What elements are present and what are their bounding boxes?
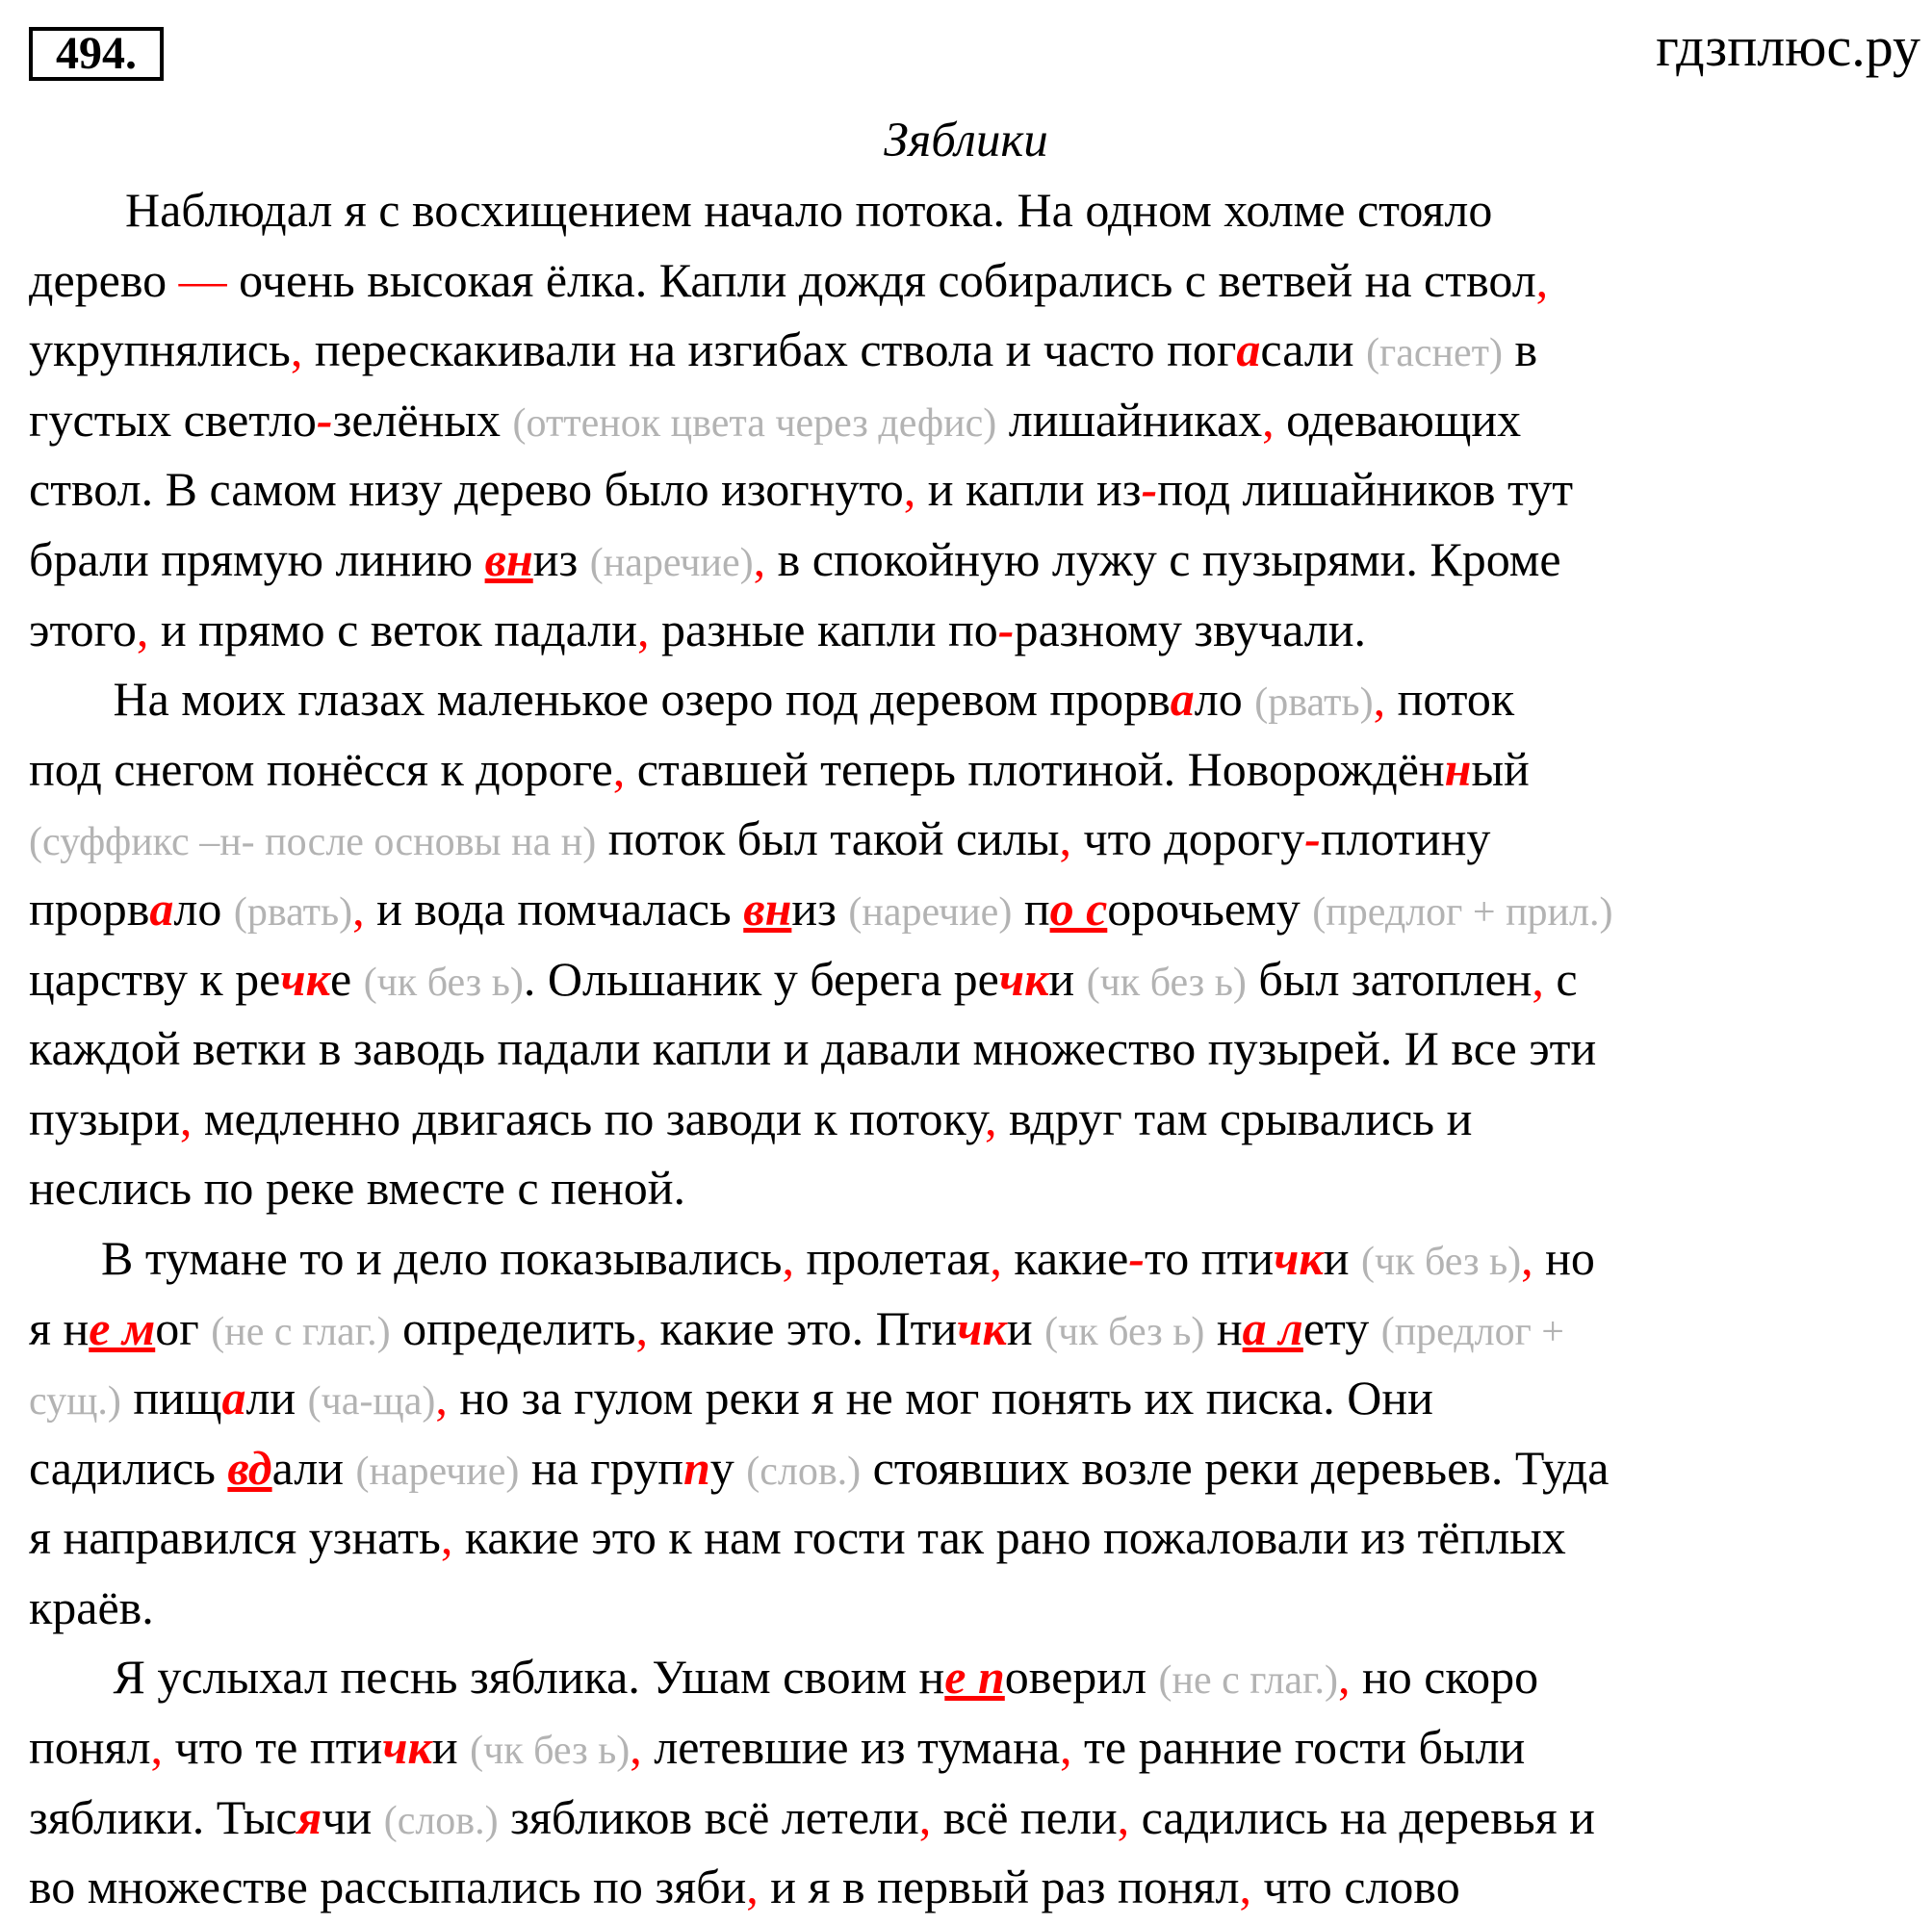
text-line: [29, 245, 1916, 316]
spelling-highlight: -: [1128, 1230, 1146, 1285]
text-fragment: густых светло: [29, 392, 317, 447]
text-line: [29, 1573, 1916, 1643]
text-fragment: п: [1012, 881, 1050, 936]
punctuation-mark: ,: [990, 1230, 1002, 1285]
punctuation-mark: ,: [637, 602, 650, 656]
punctuation-mark: —: [178, 252, 227, 307]
text-line: [29, 944, 1916, 1014]
text-fragment: На моих глазах маленькое озеро под деревом прорв: [29, 672, 1171, 727]
text-fragment: поток был такой силы: [596, 811, 1060, 866]
text-fragment: на груп: [519, 1440, 683, 1495]
text-fragment: зяблики. Тыс: [29, 1789, 297, 1844]
text-fragment: поток: [1385, 672, 1515, 727]
text-fragment: что слово: [1250, 1860, 1460, 1914]
text-fragment: ли: [245, 1371, 308, 1425]
spelling-highlight-underlined: вд: [227, 1440, 272, 1495]
text-fragment: понял: [29, 1720, 151, 1775]
punctuation-mark: ,: [746, 1860, 759, 1914]
spelling-highlight: чк: [998, 951, 1049, 1006]
rule-hint: (предлог + прил.): [1312, 889, 1613, 935]
text-fragment: садились: [29, 1440, 228, 1495]
punctuation-mark: ,: [903, 462, 916, 517]
text-fragment: всё пели: [931, 1789, 1118, 1844]
punctuation-mark: ,: [1532, 951, 1544, 1006]
rule-hint: (чк без ь): [1044, 1309, 1205, 1354]
rule-hint: (ча-ща): [307, 1379, 436, 1424]
text-fragment: вдруг там срывались и: [996, 1091, 1473, 1145]
text-fragment: что те пти: [162, 1720, 383, 1775]
text-line: [29, 734, 1916, 805]
punctuation-mark: ,: [1521, 1230, 1533, 1285]
text-line: [29, 454, 1916, 525]
rule-hint: (предлог +: [1380, 1309, 1564, 1354]
spelling-highlight: а: [1170, 672, 1195, 727]
spelling-highlight: чк: [382, 1720, 432, 1775]
text-fragment: определить: [390, 1300, 636, 1355]
text-line: [29, 1014, 1916, 1084]
rule-hint: (наречие): [589, 540, 754, 585]
text-fragment: пузыри: [29, 1091, 180, 1145]
text-fragment: али: [271, 1440, 356, 1495]
rule-hint: (оттенок цвета через дефис): [512, 400, 997, 446]
text-fragment: стоявших возле реки деревьев. Туда: [861, 1440, 1610, 1495]
text-fragment: дерево: [29, 252, 179, 307]
rule-hint: (не с глаг.): [1158, 1658, 1338, 1704]
text-fragment: и: [1006, 1300, 1045, 1355]
spelling-highlight-underlined: е п: [944, 1650, 1005, 1705]
punctuation-mark: ,: [1060, 1720, 1072, 1775]
text-fragment: я направился узнать: [29, 1510, 441, 1565]
punctuation-mark: ,: [612, 741, 626, 796]
text-fragment: но: [1533, 1230, 1595, 1285]
text-fragment: ствол. В самом низу дерево было изогнуто: [29, 462, 904, 517]
text-fragment: . Ольшаник у берега ре: [523, 951, 999, 1006]
text-fragment: орочьему: [1107, 881, 1313, 936]
exercise-text: [29, 175, 1916, 1922]
rule-hint: (слов.): [383, 1798, 499, 1843]
punctuation-mark: ,: [179, 1091, 193, 1145]
text-fragment: у: [709, 1440, 747, 1495]
text-line: [29, 525, 1916, 595]
rule-hint: (наречие): [355, 1449, 520, 1494]
text-fragment: садились на деревья и: [1129, 1789, 1595, 1844]
punctuation-mark: ,: [435, 1371, 448, 1425]
text-fragment: Я услыхал песнь зяблика. Ушам своим н: [29, 1650, 945, 1705]
text-fragment: я н: [29, 1300, 90, 1355]
text-line: [29, 595, 1916, 665]
text-fragment: лишайниках: [996, 392, 1263, 447]
text-line: [29, 1363, 1916, 1433]
spelling-highlight-underlined: е м: [89, 1300, 156, 1355]
text-line: [29, 1153, 1916, 1223]
text-fragment: ету: [1302, 1300, 1381, 1355]
text-fragment: е: [329, 951, 364, 1006]
text-fragment: и: [1323, 1230, 1361, 1285]
text-line: [29, 1433, 1916, 1503]
punctuation-mark: ,: [136, 602, 149, 656]
spelling-highlight: -: [1304, 811, 1321, 866]
punctuation-mark: ,: [753, 531, 766, 586]
rule-hint: (суффикс –н- после основы на н): [29, 820, 597, 865]
rule-hint: (наречие): [848, 889, 1013, 935]
spelling-highlight: а: [221, 1371, 246, 1425]
text-fragment: ый: [1471, 741, 1530, 796]
text-fragment: прорв: [29, 881, 150, 936]
text-fragment: что дорогу: [1070, 811, 1305, 866]
rule-hint: (рвать): [1254, 680, 1374, 726]
punctuation-mark: ,: [150, 1720, 163, 1775]
text-fragment: какие: [1001, 1230, 1129, 1285]
text-fragment: но скоро: [1350, 1650, 1539, 1705]
text-fragment: и я в первый раз понял: [758, 1860, 1240, 1914]
text-fragment: из: [532, 531, 590, 586]
text-fragment: в спокойную лужу с пузырями. Кроме: [765, 531, 1561, 586]
spelling-highlight: чк: [957, 1300, 1007, 1355]
punctuation-mark: ,: [290, 322, 303, 377]
text-fragment: зелёных: [332, 392, 513, 447]
text-fragment: ставшей теперь плотиной. Новорождён: [625, 741, 1445, 796]
text-fragment: ло: [1194, 672, 1255, 727]
text-line: [29, 1712, 1916, 1783]
text-title: Зяблики: [884, 114, 1048, 167]
text-fragment: Наблюдал я с восхищением начало потока. На одном холме стояло: [29, 183, 1493, 237]
text-fragment: пролетая: [793, 1230, 991, 1285]
text-fragment: во множестве рассыпались по зяби: [29, 1860, 747, 1914]
punctuation-mark: ,: [1239, 1860, 1251, 1914]
text-line: [29, 804, 1916, 874]
text-fragment: зябликов всё летели: [498, 1789, 919, 1844]
punctuation-mark: ,: [1059, 811, 1071, 866]
text-fragment: под снегом понёсся к дороге: [29, 741, 613, 796]
text-fragment: н: [1204, 1300, 1243, 1355]
spelling-highlight-underlined: вн: [484, 531, 533, 586]
text-line: [29, 1084, 1916, 1154]
rule-hint: сущ.): [29, 1379, 121, 1424]
punctuation-mark: ,: [1535, 252, 1549, 307]
text-fragment: каждой ветки в заводь падали капли и давали множество пузырей. И все эти: [29, 1021, 1597, 1076]
spelling-highlight: н: [1444, 741, 1472, 796]
text-fragment: перескакивали на изгибах ствола и часто пог: [302, 322, 1237, 377]
spelling-highlight: чк: [280, 951, 330, 1006]
text-fragment: пищ: [120, 1371, 222, 1425]
text-fragment: очень высокая ёлка. Капли дождя собирались с ветвей на ствол: [226, 252, 1536, 307]
text-line: [29, 1223, 1916, 1294]
text-fragment: но за гулом реки я не мог понять их писка. Они: [447, 1371, 1433, 1425]
text-fragment: ог: [155, 1300, 212, 1355]
text-fragment: оверил: [1004, 1650, 1159, 1705]
text-line: [29, 385, 1916, 455]
punctuation-mark: ,: [782, 1230, 794, 1285]
text-fragment: и: [1048, 951, 1087, 1006]
text-line: [29, 1852, 1916, 1922]
site-name: гдзплюс.ру: [1656, 15, 1920, 78]
text-fragment: брали прямую линию: [29, 531, 485, 586]
text-line: [29, 1502, 1916, 1573]
punctuation-mark: ,: [1262, 392, 1275, 447]
text-fragment: укрупнялись: [29, 322, 291, 377]
rule-hint: (не с глаг.): [211, 1309, 391, 1354]
spelling-highlight: а: [1236, 322, 1261, 377]
punctuation-mark: ,: [1373, 672, 1386, 727]
text-fragment: одевающих: [1274, 392, 1522, 447]
text-line: [29, 874, 1916, 944]
punctuation-mark: ,: [635, 1300, 648, 1355]
text-fragment: медленно двигаясь по заводи к потоку: [192, 1091, 986, 1145]
spelling-highlight-underlined: а л: [1242, 1300, 1303, 1355]
text-fragment: какие это. Пти: [647, 1300, 958, 1355]
rule-hint: (чк без ь): [363, 960, 524, 1005]
spelling-highlight: я: [296, 1789, 322, 1844]
text-fragment: те ранние гости были: [1071, 1720, 1526, 1775]
text-line: [29, 175, 1916, 245]
text-fragment: неслись по реке вместе с пеной.: [29, 1161, 686, 1216]
punctuation-mark: ,: [1117, 1789, 1130, 1844]
spelling-highlight: -: [997, 602, 1015, 656]
punctuation-mark: ,: [630, 1720, 642, 1775]
spelling-highlight: чк: [1274, 1230, 1324, 1285]
text-fragment: и капли из: [915, 462, 1142, 517]
text-fragment: чи: [322, 1789, 384, 1844]
spelling-highlight: п: [683, 1440, 710, 1495]
spelling-highlight-underlined: о с: [1049, 881, 1108, 936]
rule-hint: (слов.): [746, 1449, 862, 1494]
punctuation-mark: ,: [440, 1510, 453, 1565]
text-fragment: летевшие из тумана: [641, 1720, 1061, 1775]
text-fragment: под лишайников тут: [1157, 462, 1574, 517]
rule-hint: (гаснет): [1366, 331, 1504, 376]
punctuation-mark: ,: [1337, 1650, 1351, 1705]
spelling-highlight: -: [316, 392, 333, 447]
punctuation-mark: ,: [918, 1789, 932, 1844]
text-fragment: из: [791, 881, 849, 936]
text-fragment: сали: [1260, 322, 1367, 377]
text-fragment: то пти: [1145, 1230, 1275, 1285]
rule-hint: (чк без ь): [1360, 1239, 1522, 1284]
spelling-highlight: а: [149, 881, 174, 936]
punctuation-mark: ,: [352, 881, 365, 936]
text-fragment: и: [431, 1720, 471, 1775]
text-fragment: В тумане то и дело показывались: [29, 1230, 783, 1285]
text-fragment: разному звучали.: [1014, 602, 1366, 656]
text-fragment: плотину: [1320, 811, 1491, 866]
text-fragment: и прямо с веток падали: [148, 602, 637, 656]
text-fragment: разные капли по: [649, 602, 998, 656]
punctuation-mark: ,: [985, 1091, 997, 1145]
text-fragment: этого: [29, 602, 137, 656]
text-line: [29, 1642, 1916, 1712]
text-line: [29, 664, 1916, 734]
rule-hint: (рвать): [233, 889, 353, 935]
text-fragment: с: [1543, 951, 1578, 1006]
text-fragment: был затоплен: [1246, 951, 1533, 1006]
text-fragment: краёв.: [29, 1579, 154, 1634]
text-fragment: царству к ре: [29, 951, 281, 1006]
exercise-number: 494.: [29, 27, 164, 81]
text-fragment: и вода помчалась: [364, 881, 744, 936]
text-fragment: какие это к нам гости так рано пожаловали из тёплых: [452, 1510, 1566, 1565]
text-fragment: в: [1503, 322, 1538, 377]
spelling-highlight: -: [1141, 462, 1158, 517]
text-line: [29, 1294, 1916, 1364]
text-line: [29, 315, 1916, 385]
text-fragment: ло: [173, 881, 234, 936]
text-line: [29, 1783, 1916, 1853]
rule-hint: (чк без ь): [470, 1729, 631, 1774]
spelling-highlight-underlined: вн: [743, 881, 792, 936]
rule-hint: (чк без ь): [1086, 960, 1247, 1005]
